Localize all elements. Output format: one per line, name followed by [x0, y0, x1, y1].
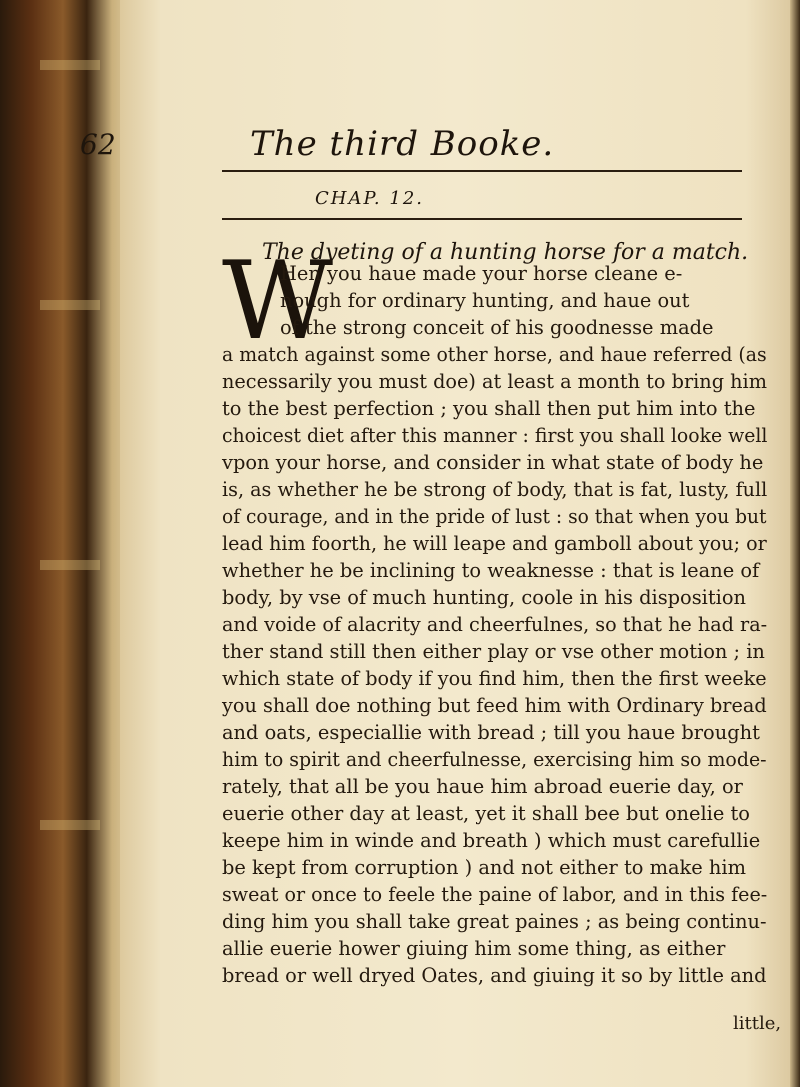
binding-band: [40, 820, 100, 830]
drop-capital: W: [222, 239, 334, 364]
page-header: [70, 118, 640, 168]
binding-band: [40, 300, 100, 310]
text-line: bread or well dryed Oates, and giuing it so by little and: [222, 964, 767, 987]
text-line: keepe him in winde and breath ) which must carefullie: [222, 829, 761, 852]
text-line: rately, that all be you haue him abroad euerie day, or: [222, 775, 743, 798]
text-line: of the strong conceit of his goodnesse made: [280, 316, 714, 339]
catchword: little,: [733, 1013, 782, 1034]
running-head: The third Booke.: [250, 124, 555, 164]
text-line: allie euerie hower giuing him some thing, as either: [222, 937, 726, 960]
text-line: and voide of alacrity and cheerfulnes, so that he had ra-: [222, 613, 768, 636]
text-line: ther stand still then either play or vse other motion ; in: [222, 640, 765, 663]
text-line: to the best perfection ; you shall then put him into the: [222, 397, 756, 420]
text-line: necessarily you must doe) at least a month to bring him: [222, 370, 767, 393]
text-line: Hen you haue made your horse cleane e-: [280, 262, 683, 285]
text-line: a match against some other horse, and haue referred (as: [222, 343, 767, 366]
text-line: body, by vse of much hunting, coole in his disposition: [222, 586, 747, 609]
text-line: nough for ordinary hunting, and haue out: [280, 289, 690, 312]
text-line: is, as whether he be strong of body, that is fat, lusty, full: [222, 478, 768, 501]
header-rule: [222, 170, 742, 172]
text-line: be kept from corruption ) and not either to make him: [222, 856, 746, 879]
text-line: him to spirit and cheerfulnesse, exercising him so mode-: [222, 748, 767, 771]
binding-band: [40, 60, 100, 70]
text-line: lead him foorth, he will leape and gamboll about you; or: [222, 532, 767, 555]
text-line: whether he be inclining to weaknesse : that is leane of: [222, 559, 760, 582]
text-line: ding him you shall take great paines ; as being continu-: [222, 910, 767, 933]
page-number: 62: [80, 128, 116, 161]
text-line: and oats, especiallie with bread ; till you haue brought: [222, 721, 760, 744]
text-line: which state of body if you find him, then the first weeke: [222, 667, 767, 690]
text-line: vpon your horse, and consider in what state of body he: [222, 451, 764, 474]
binding-band: [40, 560, 100, 570]
chapter-title: The dyeting of a hunting horse for a match.: [262, 240, 749, 265]
chapter-heading: CHAP. 12.: [315, 188, 425, 209]
text-line: euerie other day at least, yet it shall bee but onelie to: [222, 802, 750, 825]
text-line: choicest diet after this manner : first you shall looke well: [222, 424, 768, 447]
text-line: sweat or once to feele the paine of labor, and in this fee-: [222, 883, 768, 906]
text-line: of courage, and in the pride of lust : so that when you but: [222, 505, 767, 528]
chapter-rule: [222, 218, 742, 220]
page-edge: [790, 0, 800, 1087]
text-line: you shall doe nothing but feed him with Ordinary bread: [222, 694, 767, 717]
